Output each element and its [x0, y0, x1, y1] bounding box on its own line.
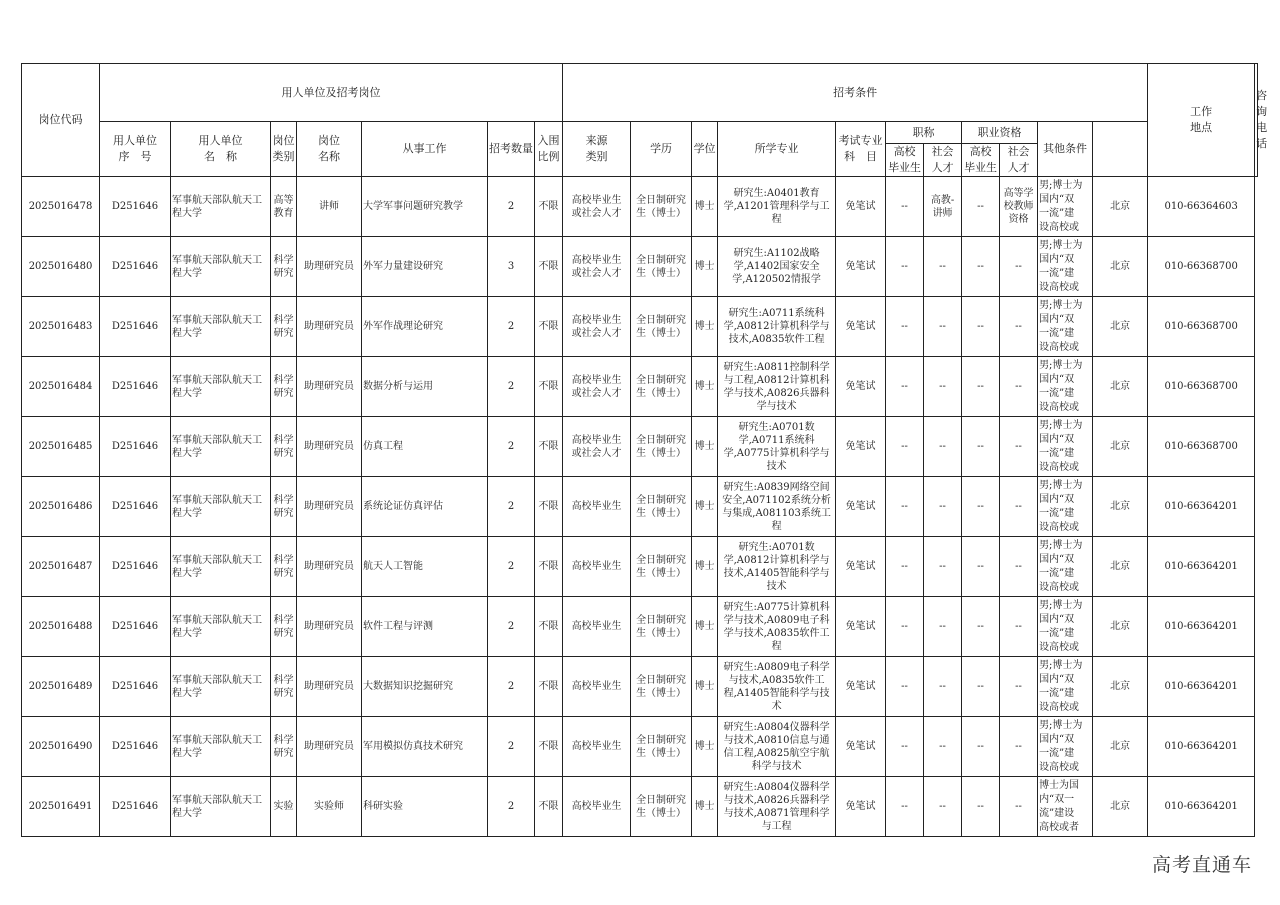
major-cell: 研究生:A0401教育 学,A1201管理科学与工 程 — [718, 177, 836, 237]
post-category-cell: 高等 教育 — [271, 177, 297, 237]
unit-name-cell: 军事航天部队航天工程大学 — [171, 417, 271, 477]
header-quota: 招考数量 — [488, 122, 535, 177]
other-conditions-text: 男;博士为 国内“双 一流”建 设高校或 — [1039, 299, 1083, 353]
header-title-social: 社会 人才 — [924, 144, 962, 177]
unit-serial-cell: D251646 — [100, 777, 171, 837]
post-code-cell: 2025016478 — [22, 177, 100, 237]
source-cell: 高校毕业生 或社会人才 — [563, 177, 631, 237]
quota-cell: 2 — [488, 477, 535, 537]
qual-social-cell: -- — [1000, 357, 1038, 417]
location-cell: 北京 — [1093, 357, 1148, 417]
post-name-cell: 助理研究员 — [297, 297, 362, 357]
education-cell: 全日制研究 生（博士） — [631, 177, 692, 237]
title-social-cell: -- — [924, 357, 962, 417]
header-unit-group: 用人单位及招考岗位 — [100, 64, 563, 122]
location-cell: 北京 — [1093, 777, 1148, 837]
header-title-group: 职称 — [886, 122, 962, 144]
post-name-cell: 实验师 — [297, 777, 362, 837]
post-name-cell: 助理研究员 — [297, 657, 362, 717]
qual-social-cell: -- — [1000, 417, 1038, 477]
header-qualification-group: 职业资格 — [962, 122, 1038, 144]
qual-grad-cell: -- — [962, 357, 1000, 417]
phone-cell: 010-66364603 — [1148, 177, 1255, 237]
title-social-cell: -- — [924, 597, 962, 657]
post-code-cell: 2025016486 — [22, 477, 100, 537]
quota-cell: 2 — [488, 537, 535, 597]
post-name-cell: 助理研究员 — [297, 597, 362, 657]
degree-cell: 博士 — [692, 537, 718, 597]
degree-cell: 博士 — [692, 717, 718, 777]
header-education: 学历 — [631, 122, 692, 177]
unit-name-cell: 军事航天部队航天工程大学 — [171, 477, 271, 537]
quota-cell: 2 — [488, 657, 535, 717]
major-cell: 研究生:A0839网络空间 安全,A071102系统分析 与集成,A081103系统工 程 — [718, 477, 836, 537]
post-category-cell: 科学 研究 — [271, 657, 297, 717]
ratio-cell: 不限 — [535, 177, 563, 237]
other-conditions-cell — [1038, 537, 1093, 597]
post-code-cell: 2025016484 — [22, 357, 100, 417]
post-category-cell: 科学 研究 — [271, 237, 297, 297]
post-code-cell: 2025016491 — [22, 777, 100, 837]
table-row — [22, 597, 1258, 657]
unit-serial-cell: D251646 — [100, 537, 171, 597]
unit-name-cell: 军事航天部队航天工程大学 — [171, 237, 271, 297]
duty-cell: 科研实验 — [362, 777, 488, 837]
major-cell: 研究生:A0809电子科学 与技术,A0835软件工 程,A1405智能科学与技 术 — [718, 657, 836, 717]
table-row — [22, 357, 1258, 417]
source-cell: 高校毕业生 或社会人才 — [563, 237, 631, 297]
degree-cell: 博士 — [692, 297, 718, 357]
location-cell: 北京 — [1093, 237, 1148, 297]
unit-name-cell: 军事航天部队航天工程大学 — [171, 597, 271, 657]
title-social-cell: -- — [924, 477, 962, 537]
unit-serial-cell: D251646 — [100, 177, 171, 237]
post-code-cell: 2025016483 — [22, 297, 100, 357]
education-cell: 全日制研究 生（博士） — [631, 657, 692, 717]
unit-name-cell: 军事航天部队航天工程大学 — [171, 717, 271, 777]
source-cell: 高校毕业生 或社会人才 — [563, 357, 631, 417]
post-name-cell: 助理研究员 — [297, 717, 362, 777]
exam-cell: 免笔试 — [836, 177, 886, 237]
recruitment-table — [21, 63, 1268, 837]
qual-social-cell: 高等学 校教师 资格 — [1000, 177, 1038, 237]
header-exam-subject: 考试专业 科 目 — [836, 122, 886, 177]
duty-cell: 大学军事问题研究教学 — [362, 177, 488, 237]
header-phone: 咨询电话 — [1255, 64, 1258, 177]
post-category-cell: 科学 研究 — [271, 537, 297, 597]
unit-serial-cell: D251646 — [100, 237, 171, 297]
post-category-cell: 实验 — [271, 777, 297, 837]
phone-cell: 010-66364201 — [1148, 537, 1255, 597]
location-cell: 北京 — [1093, 477, 1148, 537]
post-category-cell: 科学 研究 — [271, 477, 297, 537]
ratio-cell: 不限 — [535, 237, 563, 297]
source-cell: 高校毕业生 — [563, 477, 631, 537]
header-unit-serial: 用人单位 序 号 — [100, 122, 171, 177]
other-conditions-cell — [1038, 357, 1093, 417]
unit-name-cell: 军事航天部队航天工程大学 — [171, 777, 271, 837]
major-cell: 研究生:A0811控制科学 与工程,A0812计算机科 学与技术,A0826兵器科 学与技术 — [718, 357, 836, 417]
qual-grad-cell: -- — [962, 297, 1000, 357]
exam-cell: 免笔试 — [836, 357, 886, 417]
duty-cell: 系统论证仿真评估 — [362, 477, 488, 537]
qual-social-cell: -- — [1000, 477, 1038, 537]
post-code-cell: 2025016485 — [22, 417, 100, 477]
qual-grad-cell: -- — [962, 237, 1000, 297]
header-duty: 从事工作 — [362, 122, 488, 177]
ratio-cell: 不限 — [535, 357, 563, 417]
other-conditions-text: 男;博士为 国内“双 一流”建 设高校或 — [1039, 359, 1083, 413]
exam-cell: 免笔试 — [836, 717, 886, 777]
education-cell: 全日制研究 生（博士） — [631, 417, 692, 477]
post-code-cell: 2025016487 — [22, 537, 100, 597]
table-row — [22, 177, 1258, 237]
qual-social-cell: -- — [1000, 237, 1038, 297]
title-social-cell: -- — [924, 537, 962, 597]
exam-cell: 免笔试 — [836, 537, 886, 597]
unit-serial-cell: D251646 — [100, 417, 171, 477]
qual-grad-cell: -- — [962, 657, 1000, 717]
qual-grad-cell: -- — [962, 177, 1000, 237]
watermark-text: 高考直通车 — [1151, 854, 1252, 876]
unit-serial-cell: D251646 — [100, 357, 171, 417]
header-title-grad: 高校 毕业生 — [886, 144, 924, 177]
table-row — [22, 477, 1258, 537]
phone-cell: 010-66368700 — [1148, 237, 1255, 297]
other-conditions-text: 男;博士为 国内“双 一流”建 设高校或 — [1039, 659, 1083, 713]
other-conditions-text: 男;博士为 国内“双 一流”建 设高校或 — [1039, 719, 1083, 773]
phone-cell: 010-66364201 — [1148, 477, 1255, 537]
title-grad-cell: -- — [886, 777, 924, 837]
major-cell: 研究生:A0701数 学,A0812计算机科学与 技术,A1405智能科学与 技术 — [718, 537, 836, 597]
table-row — [22, 657, 1258, 717]
quota-cell: 2 — [488, 417, 535, 477]
other-conditions-cell — [1038, 297, 1093, 357]
source-cell: 高校毕业生 或社会人才 — [563, 297, 631, 357]
phone-cell: 010-66364201 — [1148, 777, 1255, 837]
degree-cell: 博士 — [692, 177, 718, 237]
source-cell: 高校毕业生 — [563, 537, 631, 597]
post-name-cell: 助理研究员 — [297, 417, 362, 477]
education-cell: 全日制研究 生（博士） — [631, 477, 692, 537]
ratio-cell: 不限 — [535, 777, 563, 837]
qual-social-cell: -- — [1000, 717, 1038, 777]
post-category-cell: 科学 研究 — [271, 597, 297, 657]
degree-cell: 博士 — [692, 597, 718, 657]
major-cell: 研究生:A0804仪器科学 与技术,A0810信息与通 信工程,A0825航空宇航 科学与技术 — [718, 717, 836, 777]
education-cell: 全日制研究 生（博士） — [631, 237, 692, 297]
header-post-name: 岗位 名称 — [297, 122, 362, 177]
degree-cell: 博士 — [692, 477, 718, 537]
other-conditions-cell — [1038, 477, 1093, 537]
header-qual-social: 社会 人才 — [1000, 144, 1038, 177]
qual-grad-cell: -- — [962, 477, 1000, 537]
title-grad-cell: -- — [886, 357, 924, 417]
table-row — [22, 537, 1258, 597]
major-cell: 研究生:A1102战略 学,A1402国家安全 学,A120502情报学 — [718, 237, 836, 297]
phone-cell: 010-66368700 — [1148, 357, 1255, 417]
title-social-cell: -- — [924, 297, 962, 357]
title-social-cell: -- — [924, 657, 962, 717]
duty-cell: 数据分析与运用 — [362, 357, 488, 417]
qual-social-cell: -- — [1000, 657, 1038, 717]
quota-cell: 3 — [488, 237, 535, 297]
header-other: 其他条件 — [1038, 122, 1093, 177]
duty-cell: 外军力量建设研究 — [362, 237, 488, 297]
table-row — [22, 417, 1258, 477]
other-conditions-cell — [1038, 657, 1093, 717]
duty-cell: 大数据知识挖掘研究 — [362, 657, 488, 717]
source-cell: 高校毕业生 — [563, 717, 631, 777]
table-row — [22, 237, 1258, 297]
ratio-cell: 不限 — [535, 297, 563, 357]
title-social-cell: -- — [924, 237, 962, 297]
exam-cell: 免笔试 — [836, 297, 886, 357]
location-cell: 北京 — [1093, 717, 1148, 777]
title-grad-cell: -- — [886, 237, 924, 297]
header-post-category: 岗位 类别 — [271, 122, 297, 177]
other-conditions-text: 男;博士为 国内“双 一流”建 设高校或 — [1039, 179, 1083, 233]
education-cell: 全日制研究 生（博士） — [631, 597, 692, 657]
title-grad-cell: -- — [886, 177, 924, 237]
post-category-cell: 科学 研究 — [271, 417, 297, 477]
post-category-cell: 科学 研究 — [271, 357, 297, 417]
location-cell: 北京 — [1093, 537, 1148, 597]
title-grad-cell: -- — [886, 417, 924, 477]
source-cell: 高校毕业生 — [563, 657, 631, 717]
post-category-cell: 科学 研究 — [271, 297, 297, 357]
header-degree: 学位 — [692, 122, 718, 177]
title-grad-cell: -- — [886, 717, 924, 777]
unit-serial-cell: D251646 — [100, 477, 171, 537]
location-cell: 北京 — [1093, 657, 1148, 717]
phone-cell: 010-66364201 — [1148, 597, 1255, 657]
education-cell: 全日制研究 生（博士） — [631, 777, 692, 837]
other-conditions-cell — [1038, 237, 1093, 297]
qual-grad-cell: -- — [962, 537, 1000, 597]
ratio-cell: 不限 — [535, 597, 563, 657]
qual-grad-cell: -- — [962, 777, 1000, 837]
phone-cell: 010-66364201 — [1148, 717, 1255, 777]
unit-serial-cell: D251646 — [100, 717, 171, 777]
qual-social-cell: -- — [1000, 597, 1038, 657]
major-cell: 研究生:A0711系统科 学,A0812计算机科学与 技术,A0835软件工程 — [718, 297, 836, 357]
location-cell: 北京 — [1093, 597, 1148, 657]
unit-serial-cell: D251646 — [100, 597, 171, 657]
other-conditions-text: 男;博士为 国内“双 一流”建 设高校或 — [1039, 539, 1083, 593]
major-cell: 研究生:A0804仪器科学 与技术,A0826兵器科学 与技术,A0871管理科学 与工程 — [718, 777, 836, 837]
qual-social-cell: -- — [1000, 537, 1038, 597]
title-grad-cell: -- — [886, 537, 924, 597]
quota-cell: 2 — [488, 777, 535, 837]
other-conditions-cell — [1038, 177, 1093, 237]
unit-name-cell: 军事航天部队航天工程大学 — [171, 357, 271, 417]
location-cell: 北京 — [1093, 417, 1148, 477]
table-row — [22, 777, 1258, 837]
qual-social-cell: -- — [1000, 297, 1038, 357]
other-conditions-text: 男;博士为 国内“双 一流”建 设高校或 — [1039, 419, 1083, 473]
other-conditions-text: 博士为国 内“双一 流”建设 高校或者 — [1039, 779, 1080, 833]
degree-cell: 博士 — [692, 777, 718, 837]
ratio-cell: 不限 — [535, 537, 563, 597]
table-row — [22, 717, 1258, 777]
post-name-cell: 助理研究员 — [297, 477, 362, 537]
table-row — [22, 297, 1258, 357]
ratio-cell: 不限 — [535, 657, 563, 717]
quota-cell: 2 — [488, 357, 535, 417]
post-name-cell: 助理研究员 — [297, 537, 362, 597]
exam-cell: 免笔试 — [836, 777, 886, 837]
qual-grad-cell: -- — [962, 717, 1000, 777]
education-cell: 全日制研究 生（博士） — [631, 537, 692, 597]
phone-cell: 010-66364201 — [1148, 657, 1255, 717]
unit-name-cell: 军事航天部队航天工程大学 — [171, 657, 271, 717]
header-unit-name: 用人单位 名 称 — [171, 122, 271, 177]
education-cell: 全日制研究 生（博士） — [631, 717, 692, 777]
exam-cell: 免笔试 — [836, 597, 886, 657]
post-code-cell: 2025016480 — [22, 237, 100, 297]
title-social-cell: -- — [924, 777, 962, 837]
unit-serial-cell: D251646 — [100, 297, 171, 357]
education-cell: 全日制研究 生（博士） — [631, 297, 692, 357]
duty-cell: 外军作战理论研究 — [362, 297, 488, 357]
header-work-location: 工作 地点 — [1148, 64, 1255, 177]
degree-cell: 博士 — [692, 417, 718, 477]
unit-serial-cell: D251646 — [100, 657, 171, 717]
other-conditions-text: 男;博士为 国内“双 一流”建 设高校或 — [1039, 479, 1083, 533]
header-post-code: 岗位代码 — [22, 64, 100, 177]
header-major: 所学专业 — [718, 122, 836, 177]
exam-cell: 免笔试 — [836, 237, 886, 297]
post-code-cell: 2025016490 — [22, 717, 100, 777]
post-name-cell: 讲师 — [297, 177, 362, 237]
degree-cell: 博士 — [692, 357, 718, 417]
source-cell: 高校毕业生 — [563, 777, 631, 837]
quota-cell: 2 — [488, 177, 535, 237]
exam-cell: 免笔试 — [836, 477, 886, 537]
unit-name-cell: 军事航天部队航天工程大学 — [171, 297, 271, 357]
title-grad-cell: -- — [886, 297, 924, 357]
major-cell: 研究生:A0775计算机科 学与技术,A0809电子科 学与技术,A0835软件工 程 — [718, 597, 836, 657]
duty-cell: 仿真工程 — [362, 417, 488, 477]
other-conditions-text: 男;博士为 国内“双 一流”建 设高校或 — [1039, 239, 1083, 293]
other-conditions-cell — [1038, 417, 1093, 477]
ratio-cell: 不限 — [535, 417, 563, 477]
post-name-cell: 助理研究员 — [297, 357, 362, 417]
title-grad-cell: -- — [886, 597, 924, 657]
phone-cell: 010-66368700 — [1148, 417, 1255, 477]
quota-cell: 2 — [488, 297, 535, 357]
ratio-cell: 不限 — [535, 717, 563, 777]
degree-cell: 博士 — [692, 237, 718, 297]
title-grad-cell: -- — [886, 657, 924, 717]
duty-cell: 航天人工智能 — [362, 537, 488, 597]
header-source: 来源 类别 — [563, 122, 631, 177]
other-conditions-cell — [1038, 717, 1093, 777]
source-cell: 高校毕业生 — [563, 597, 631, 657]
major-cell: 研究生:A0701数 学,A0711系统科 学,A0775计算机科学与 技术 — [718, 417, 836, 477]
other-conditions-cell — [1038, 777, 1093, 837]
education-cell: 全日制研究 生（博士） — [631, 357, 692, 417]
degree-cell: 博士 — [692, 657, 718, 717]
post-code-cell: 2025016488 — [22, 597, 100, 657]
source-cell: 高校毕业生 或社会人才 — [563, 417, 631, 477]
title-social-cell: -- — [924, 717, 962, 777]
quota-cell: 2 — [488, 597, 535, 657]
unit-name-cell: 军事航天部队航天工程大学 — [171, 537, 271, 597]
qual-grad-cell: -- — [962, 417, 1000, 477]
post-category-cell: 科学 研究 — [271, 717, 297, 777]
post-name-cell: 助理研究员 — [297, 237, 362, 297]
title-social-cell: -- — [924, 417, 962, 477]
duty-cell: 软件工程与评测 — [362, 597, 488, 657]
qual-grad-cell: -- — [962, 597, 1000, 657]
other-conditions-text: 男;博士为 国内“双 一流”建 设高校或 — [1039, 599, 1083, 653]
unit-name-cell: 军事航天部队航天工程大学 — [171, 177, 271, 237]
qual-social-cell: -- — [1000, 777, 1038, 837]
ratio-cell: 不限 — [535, 477, 563, 537]
phone-cell: 010-66368700 — [1148, 297, 1255, 357]
duty-cell: 军用模拟仿真技术研究 — [362, 717, 488, 777]
header-qual-grad: 高校 毕业生 — [962, 144, 1000, 177]
exam-cell: 免笔试 — [836, 417, 886, 477]
title-grad-cell: -- — [886, 477, 924, 537]
post-code-cell: 2025016489 — [22, 657, 100, 717]
header-conditions-group: 招考条件 — [563, 64, 1148, 122]
header-ratio: 入围 比例 — [535, 122, 563, 177]
quota-cell: 2 — [488, 717, 535, 777]
other-conditions-cell — [1038, 597, 1093, 657]
location-cell: 北京 — [1093, 297, 1148, 357]
exam-cell: 免笔试 — [836, 657, 886, 717]
title-social-cell: 高教- 讲师 — [924, 177, 962, 237]
location-cell: 北京 — [1093, 177, 1148, 237]
